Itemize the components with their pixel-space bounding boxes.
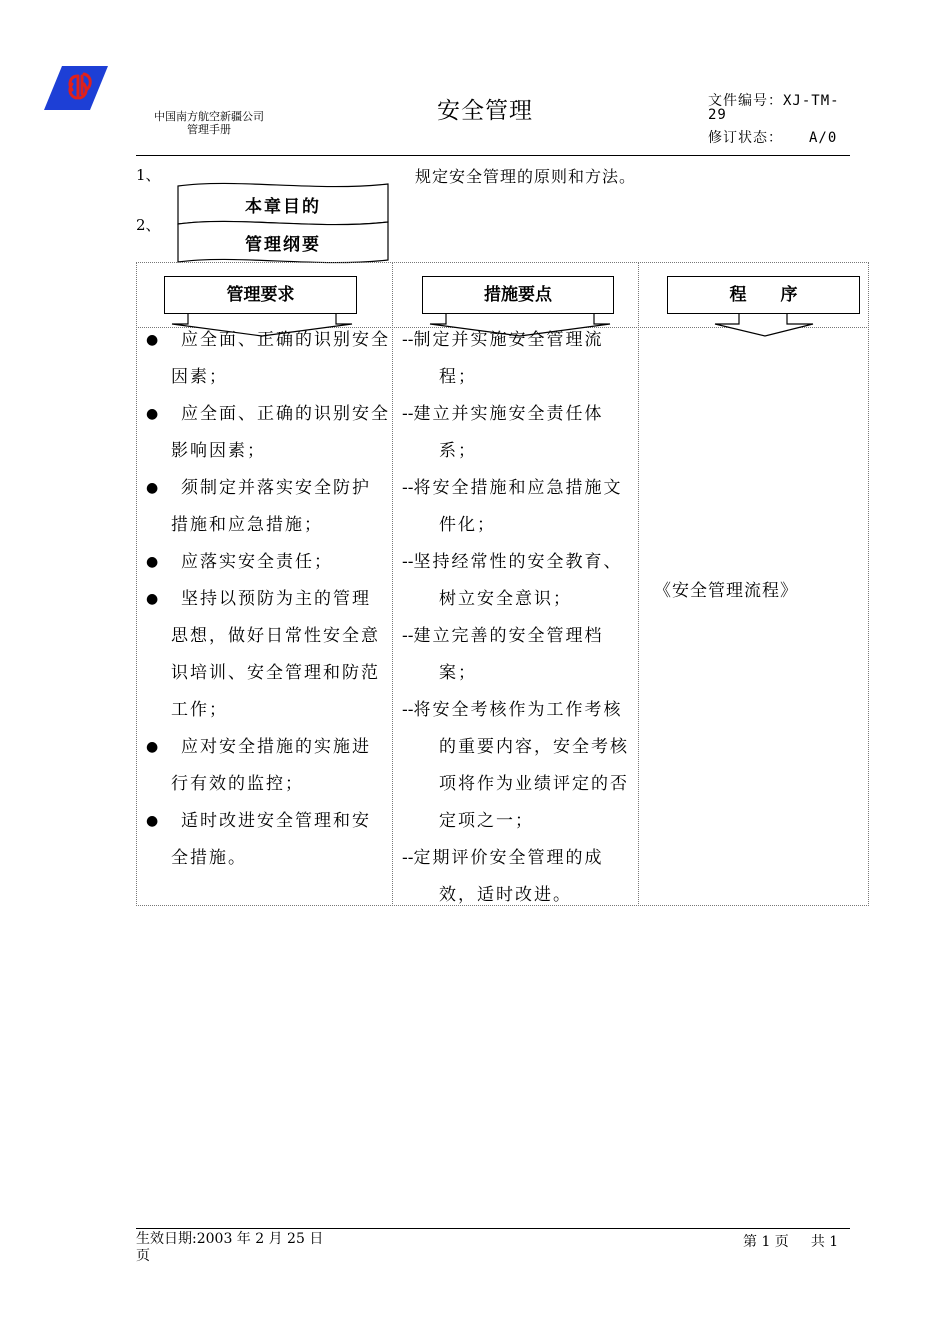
list-item: ● 应全面、正确的识别安全 因素； [140, 322, 390, 396]
bullet-icon: ● [146, 813, 161, 829]
bullet-icon: ● [146, 406, 161, 422]
airline-tail-logo-icon [42, 64, 110, 112]
bullet-icon: ● [146, 591, 161, 607]
procedure-reference: 《安全管理流程》 [654, 581, 798, 601]
column-header-measures: 措施要点 [422, 276, 614, 314]
list-item: --建立并实施安全责任体系； [402, 404, 604, 461]
measures-list [402, 322, 634, 914]
page-total: 共 1 [810, 1234, 839, 1250]
bullet-icon: ● [146, 739, 161, 755]
doc-number-value: XJ-TM-29 [708, 93, 840, 123]
section-2-label: 管理纲要 [245, 235, 321, 255]
section-1-number: 1、 [136, 166, 161, 184]
bullet-icon: ● [146, 332, 161, 348]
table-divider [638, 262, 639, 906]
effective-date: 生效日期:2003 年 2 月 25 日 页 [136, 1231, 324, 1264]
doc-number [708, 94, 858, 122]
header-divider [136, 155, 850, 156]
revision-label: 修订状态： [708, 130, 783, 146]
doc-number-label: 文件编号： [708, 93, 783, 109]
bullet-icon: ● [146, 480, 161, 496]
page-label: 第 1 页 [743, 1234, 789, 1250]
list-item: --将安全措施和应急措施文件化； [402, 478, 623, 535]
list-item: ● 应落实安全责任； [140, 544, 390, 581]
page-number [743, 1231, 838, 1251]
footer-divider [136, 1228, 850, 1229]
page-suffix: 页 [136, 1248, 150, 1264]
list-item: --制定并实施安全管理流程； [402, 330, 604, 387]
revision-value: A/0 [809, 130, 838, 146]
list-item: ● 须制定并落实安全防护 措施和应急措施； [140, 470, 390, 544]
list-item: ● 应对安全措施的实施进 行有效的监控； [140, 729, 390, 803]
section-2-number: 2、 [136, 216, 161, 234]
section-1-text: 规定安全管理的原则和方法。 [415, 167, 637, 186]
column-header-procedure: 程 序 [667, 276, 860, 314]
arrow-down-icon [667, 312, 863, 338]
list-item: ● 应全面、正确的识别安全 影响因素； [140, 396, 390, 470]
list-item: --坚持经常性的安全教育、树立安全意识； [402, 552, 623, 609]
company-name-line2: 管理手册 [187, 123, 231, 136]
column-header-requirements: 管理要求 [164, 276, 357, 314]
company-name [148, 110, 270, 136]
list-item: ● 适时改进安全管理和安 全措施。 [140, 803, 390, 877]
list-item: --将安全考核作为工作考核的重要内容，安全考核项将作为业绩评定的否定项之一； [402, 700, 629, 831]
requirements-list [140, 322, 390, 877]
section-1-label: 本章目的 [245, 197, 321, 217]
list-item: --建立完善的安全管理档案； [402, 626, 604, 683]
bullet-icon: ● [146, 554, 161, 570]
page-title: 安全管理 [437, 98, 533, 124]
list-item: ● 坚持以预防为主的管理 思想，做好日常性安全意识培训、安全管理和防范工作； [140, 581, 390, 729]
revision-status [708, 127, 837, 147]
list-item: --定期评价安全管理的成效，适时改进。 [402, 848, 604, 905]
table-divider [392, 262, 393, 906]
company-name-line1: 中国南方航空新疆公司 [154, 110, 264, 123]
